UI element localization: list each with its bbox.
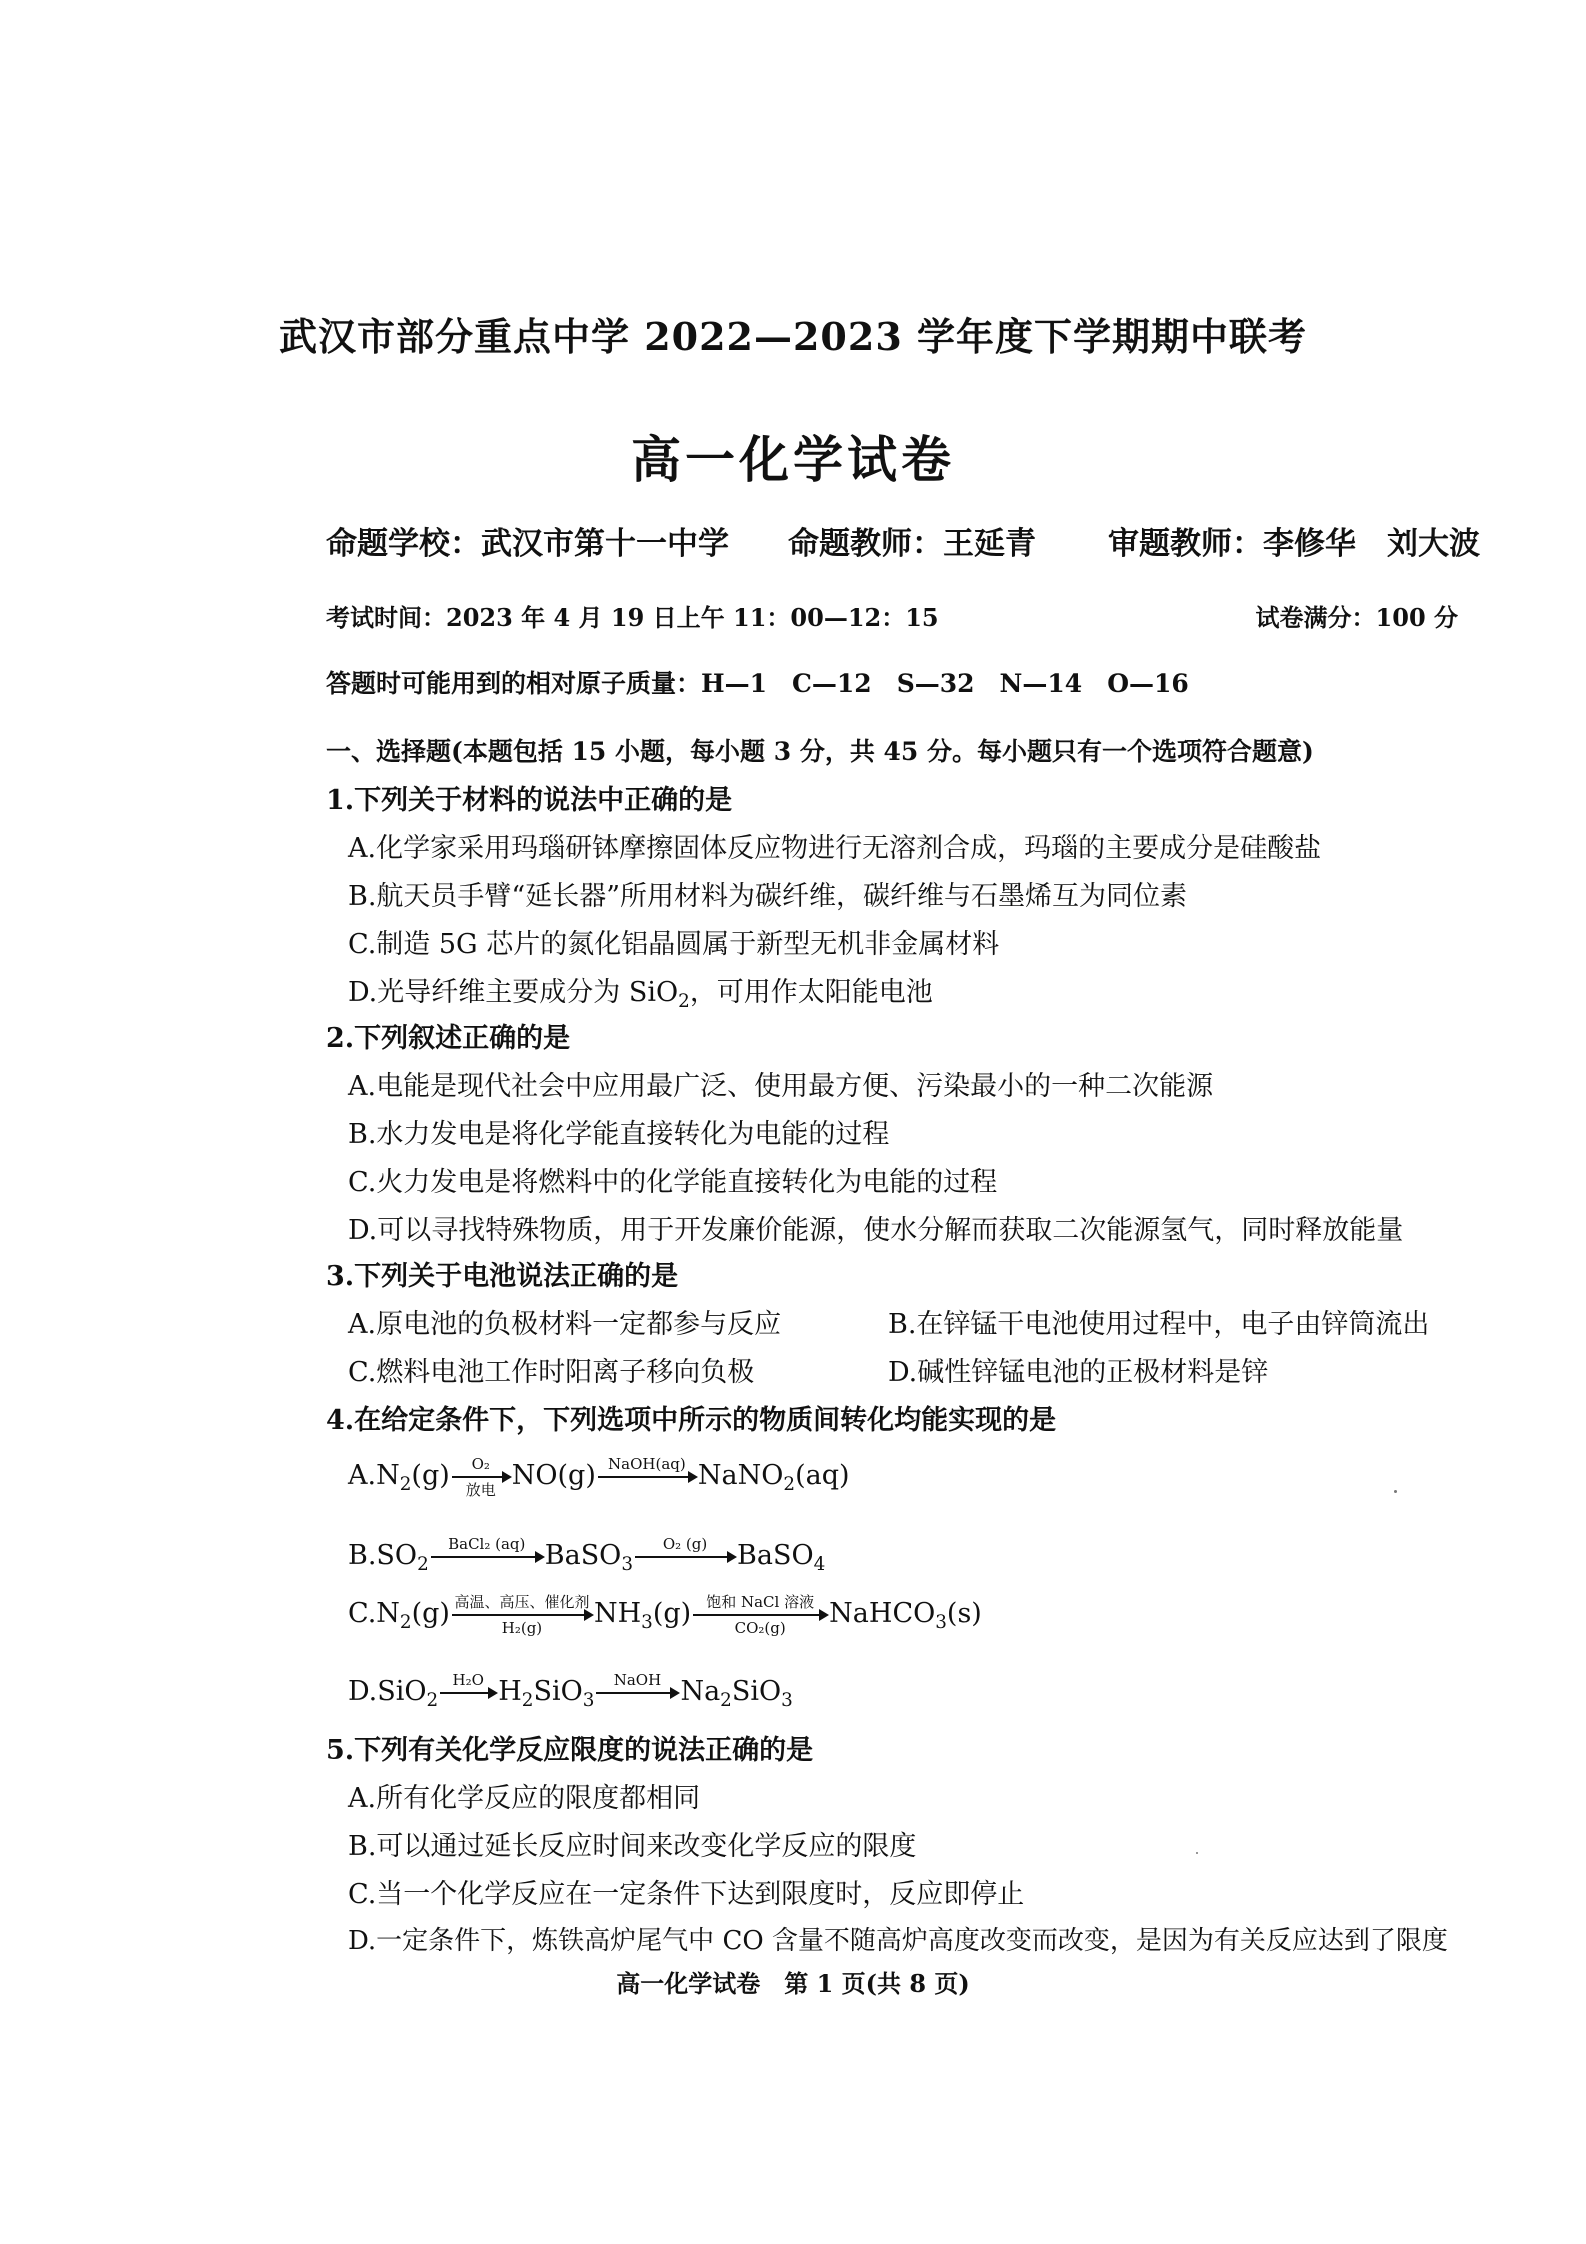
question-1-option-b: B.航天员手臂“延长器”所用材料为碳纤维，碳纤维与石墨烯互为同位素 [348, 881, 1188, 912]
reaction-arrow: H₂O [440, 1692, 496, 1694]
reaction-arrow: O₂ (g) [635, 1556, 735, 1558]
full-score: 试卷满分：100 分 [1255, 603, 1458, 632]
question-3-option-b: B.在锌锰干电池使用过程中，电子由锌筒流出 [888, 1309, 1430, 1340]
question-3-option-c: C.燃料电池工作时阳离子移向负极 [348, 1357, 755, 1388]
question-4-option-a: $A.N_2(g)$ O₂ 放电 NO(g) NaOH(aq) NaNO$_2$(aq) [348, 1454, 850, 1499]
reaction-arrow: NaOH [596, 1692, 678, 1694]
question-2-option-d: D.可以寻找特殊物质，用于开发廉价能源，使水分解而获取二次能源氢气，同时释放能量 [348, 1215, 1404, 1246]
question-5-option-d: D.一定条件下，炼铁高炉尾气中 CO 含量不随高炉高度改变而改变，是因为有关反应达到了限度 [348, 1926, 1448, 1956]
question-1-option-a: A.化学家采用玛瑙研钵摩擦固体反应物进行无溶剂合成，玛瑙的主要成分是硅酸盐 [348, 833, 1322, 864]
question-4-option-b: $B.SO_2$ BaCl₂ (aq) BaSO$_3$ O₂ (g) BaSO$_4$ [348, 1534, 826, 1576]
reaction-arrow: 饱和 NaCl 溶液 CO₂(g) [693, 1614, 827, 1616]
exam-title: 武汉市部分重点中学 2022—2023 学年度下学期期中联考 [279, 314, 1307, 359]
question-2-option-c: C.火力发电是将燃料中的化学能直接转化为电能的过程 [348, 1167, 998, 1198]
question-5-option-c: C.当一个化学反应在一定条件下达到限度时，反应即停止 [348, 1879, 1025, 1910]
question-3-stem: 3.下列关于电池说法正确的是 [326, 1261, 679, 1292]
proposing-teacher: 命题教师：王延青 [788, 526, 1036, 562]
reaction-arrow: BaCl₂ (aq) [431, 1556, 543, 1558]
reaction-arrow: O₂ 放电 [452, 1476, 510, 1478]
question-3-option-d: D.碱性锌锰电池的正极材料是锌 [888, 1357, 1269, 1388]
question-5-option-a: A.所有化学反应的限度都相同 [348, 1783, 701, 1814]
question-1-option-d: D.光导纤维主要成分为 SiO$_2$，可用作太阳能电池 [348, 977, 933, 1013]
reaction-arrow: 高温、高压、催化剂 H₂(g) [452, 1614, 592, 1616]
exam-time: 考试时间：2023 年 4 月 19 日上午 11：00—12：15 [326, 603, 939, 632]
page-footer: 高一化学试卷 第 1 页(共 8 页) [616, 1969, 970, 1998]
question-4-option-c: $C.N_2(g)$ 高温、高压、催化剂 H₂(g) $NH_3(g)$ 饱和 NaCl 溶液 CO₂(g) NaHCO$_3$(s) [348, 1592, 982, 1637]
reviewing-teachers: 审题教师：李修华 刘大波 [1108, 526, 1480, 562]
exam-subtitle: 高一化学试卷 [631, 430, 955, 489]
question-5-stem: 5.下列有关化学反应限度的说法正确的是 [326, 1735, 814, 1766]
scan-speck [1196, 1852, 1198, 1854]
reaction-arrow: NaOH(aq) [598, 1476, 696, 1478]
question-4-option-d: D.SiO$_2$ H₂O $H_2SiO_3$ NaOH $Na_2SiO_3$ [348, 1670, 793, 1712]
atomic-masses: 答题时可能用到的相对原子质量：H—1 C—12 S—32 N—14 O—16 [326, 669, 1189, 698]
question-2-option-a: A.电能是现代社会中应用最广泛、使用最方便、污染最小的一种二次能源 [348, 1071, 1214, 1102]
question-2-stem: 2.下列叙述正确的是 [326, 1023, 571, 1054]
question-4-stem: 4.在给定条件下，下列选项中所示的物质间转化均能实现的是 [326, 1405, 1057, 1436]
question-1-option-c: C.制造 5G 芯片的氮化铝晶圆属于新型无机非金属材料 [348, 929, 1000, 960]
question-5-option-b: B.可以通过延长反应时间来改变化学反应的限度 [348, 1831, 917, 1862]
question-1-stem: 1.下列关于材料的说法中正确的是 [326, 785, 733, 816]
scan-speck [1394, 1490, 1397, 1493]
question-3-option-a: A.原电池的负极材料一定都参与反应 [348, 1309, 782, 1340]
section-heading: 一、选择题(本题包括 15 小题，每小题 3 分，共 45 分。每小题只有一个选项符合题意) [326, 737, 1314, 766]
question-2-option-b: B.水力发电是将化学能直接转化为电能的过程 [348, 1119, 890, 1150]
proposing-school: 命题学校：武汉市第十一中学 [326, 526, 729, 562]
